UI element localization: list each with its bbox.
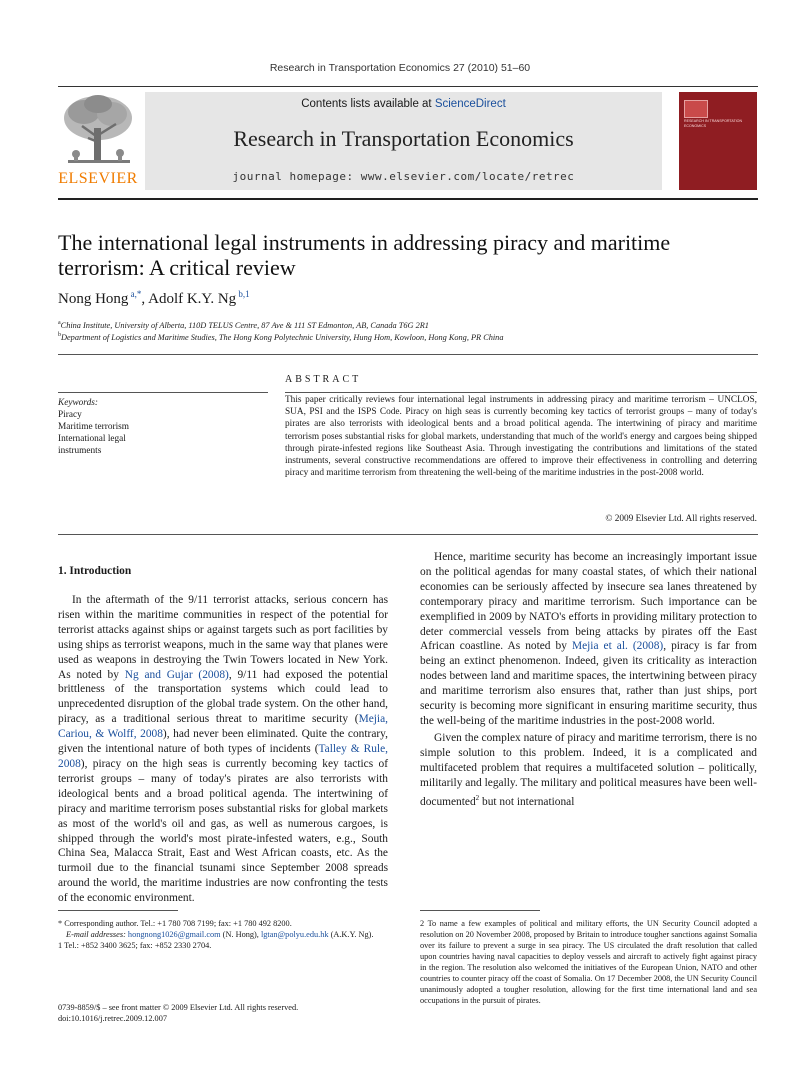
- running-head: Research in Transportation Economics 27 (2010) 51–60: [269, 62, 531, 74]
- citation-link[interactable]: Mejia, Cariou, & Wolff, 2008: [58, 713, 388, 741]
- footnotes-left: [58, 918, 398, 951]
- paragraph: In the aftermath of the 9/11 terrorist attacks, serious concern has risen within the maritime communities in respect of the potential for terrorist attacks against ships or against targets such as port facilities by using ships as terrorist weapons, much in the same way that planes were used as weapons in destroying the Twin Towers located in New York. As noted by Ng and Gujar (2008), 9/11 had exposed the potential brittleness of the transportation systems which could lead to unprecedented disruption of the global trade system. On the other hand, piracy, as a traditional serious threat to maritime security (Mejia, Cariou, & Wolff, 2008), had never been eliminated. Quite the contrary, given the intentional nature of both types of incidents (Talley & Rule, 2008), piracy on the high seas is currently becoming key tactics of terrorist groups – many of today's pirates are also terrorists with ideological bents and a broad political agenda. The intertwining of piracy and maritime terrorism poses substantial risks for global markets as most of the world's oil and gas, as well as numerous cargoes, is shipped through the world's most pirate-infested waters, e.g., South China Sea, Malacca Strait, East and West African coasts, etc. As the turmoil due to the financial tsunami since September 2008 spreads around the world, the maritime industries are now confronting the tests of the economic environment.: [58, 594, 388, 905]
- email-link[interactable]: hongnong1026@gmail.com: [127, 930, 221, 939]
- keyword-item: Maritime terrorism: [58, 422, 129, 432]
- citation-link[interactable]: Ng and Gujar (2008): [124, 668, 229, 681]
- keyword-item: International legal: [58, 434, 126, 444]
- affiliation: $^b$Department of Logistics and Maritime Studies, The Hong Kong Polytechnic University, Hung Hom, Kowloon, Hong Kong, PR China: [58, 332, 504, 342]
- footnote-rule: [58, 910, 178, 911]
- footnote-2: 2 To name a few examples of political and military efforts, the UN Security Council adopted a resolution on 20 November 2008, proposed by Britain to introduce tougher sanctions against Somalia over its failure to prevent a surge in sea piracy. The US circulated the draft resolution that called upon countries having naval capacities to deploy vessels and aircraft to actively fight against piracy in the region. The resolution also welcomed the initiatives of the European Union, NATO and other countries to counter piracy off the coast of Somalia. On 17 December 2008, the UN Security Council unanimously adopted a tougher resolution, allowing for the first time international land and sea occupations in the pursuit of pirates.: [420, 919, 757, 1005]
- corresponding-author-note: * Corresponding author. Tel.: +1 780 708 7199; fax: +1 780 492 8200.: [58, 919, 292, 928]
- issn-doi: [58, 1002, 298, 1024]
- citation-link[interactable]: Mejia et al. (2008): [571, 640, 664, 653]
- email-link[interactable]: lgtan@polyu.edu.hk: [260, 930, 329, 939]
- section-heading: 1. Introduction: [58, 565, 132, 577]
- divider: [58, 354, 758, 355]
- citation-link[interactable]: Talley & Rule, 2008: [58, 743, 388, 770]
- keyword-item: instruments: [58, 446, 102, 456]
- copyright-line: © 2009 Elsevier Ltd. All rights reserved.: [605, 514, 757, 524]
- abstract-text: This paper critically reviews four international legal instruments in addressing piracy and maritime terrorism – UNCLOS, SUA, PSI and the ISPS Code. Piracy on high seas is currently becoming key tactics of terrorist groups – many of today's pirates are also terrorists with ideological bents and a broad political agenda. The intertwining of piracy and maritime terrorism poses substantial risks for global markets, understanding that much of the world's energy and cargoes being shipped through pirate-infested regions like Southeast Asia. Through investigating the contributions and limitations of the stated instruments, several constructive recommendations are offered to improve their effectiveness in controlling and deterring piracy and maritime terrorism from threatening the well-being of the maritime industries in the post-2008 world.: [285, 395, 757, 479]
- contents-line: Contents lists available at ScienceDirect: [301, 98, 506, 110]
- paragraph: Hence, maritime security has become an increasingly important issue on the political agendas for many coastal states, of which their national economies can be seriously affected by insecure sea lanes threatened by contemporary piracy and maritime terrorism. Such importance can be exemplified in 2009 by NATO's efforts in providing military protection to deter commercial vessels from being attacks by pirates off the East African coastline. As noted by Mejia et al. (2008), piracy is far from being an extinct phenomenon. Indeed, given its criticality as interaction nodes between land and maritime spaces, the intertwining between piracy and maritime terrorism also ensures that, rather than just ships, port security is becoming more significant in ensuring maritime security, thus the well-being of the maritime industries in the post-2008 world.: [420, 551, 757, 727]
- author-name: Nong Hong: [58, 291, 129, 307]
- issn-line: 0739-8859/$ – see front matter © 2009 Elsevier Ltd. All rights reserved.: [58, 1003, 299, 1012]
- author-marks[interactable]: a,*: [128, 289, 142, 299]
- sciencedirect-link[interactable]: ScienceDirect: [434, 98, 506, 110]
- body-column-left: [58, 593, 388, 906]
- affiliation: $^a$China Institute, University of Alberta, 110D TELUS Centre, 87 Ave & 111 ST Edmonton, AB, Canada T6G 2R1: [58, 320, 429, 330]
- header-bottom-rule: [58, 198, 758, 200]
- abstract-heading: ABSTRACT: [285, 374, 362, 385]
- header-rule: [58, 86, 758, 87]
- cover-title-text: RESEARCH IN TRANSPORTATION ECONOMICS: [684, 119, 743, 128]
- abstract-bottom-rule: [58, 534, 758, 535]
- doi-line[interactable]: doi:10.1016/j.retrec.2009.12.007: [58, 1014, 167, 1023]
- journal-homepage[interactable]: journal homepage: www.elsevier.com/locate/retrec: [232, 170, 575, 183]
- email-note: E-mail addresses: hongnong1026@gmail.com (N. Hong), lgtan@polyu.edu.hk (A.K.Y. Ng).: [66, 930, 374, 939]
- journal-title: Research in Transportation Economics: [233, 126, 574, 151]
- author-name: Adolf K.Y. Ng: [148, 291, 237, 307]
- author-separator: ,: [141, 291, 149, 307]
- keywords-label: Keywords:: [58, 398, 98, 408]
- footnote-ref[interactable]: 2: [475, 793, 480, 802]
- article-title: The international legal instruments in addressing piracy and maritime terrorism: A critical review: [58, 230, 671, 280]
- keyword-item: Piracy: [58, 410, 82, 420]
- publisher-logo-text: ELSEVIER: [58, 170, 138, 187]
- author-list: [58, 289, 250, 308]
- footnote-1: 1 Tel.: +852 3400 3625; fax: +852 2330 2704.: [58, 941, 212, 950]
- cover-thumbnail-graphic: [684, 100, 708, 118]
- author-marks[interactable]: b,1: [236, 289, 250, 299]
- footnote-rule: [420, 910, 540, 911]
- abstract-rule: [285, 392, 757, 393]
- body-column-right: [420, 550, 757, 809]
- paragraph: Given the complex nature of piracy and maritime terrorism, there is no simple solution to this problem. Indeed, it is a complicated and multifaceted problem that requires a multifaceted solution – politically, militarily and legally. The military and political measures have been well-documented$^2$ but not international: [420, 731, 757, 808]
- keywords-rule: [58, 392, 268, 393]
